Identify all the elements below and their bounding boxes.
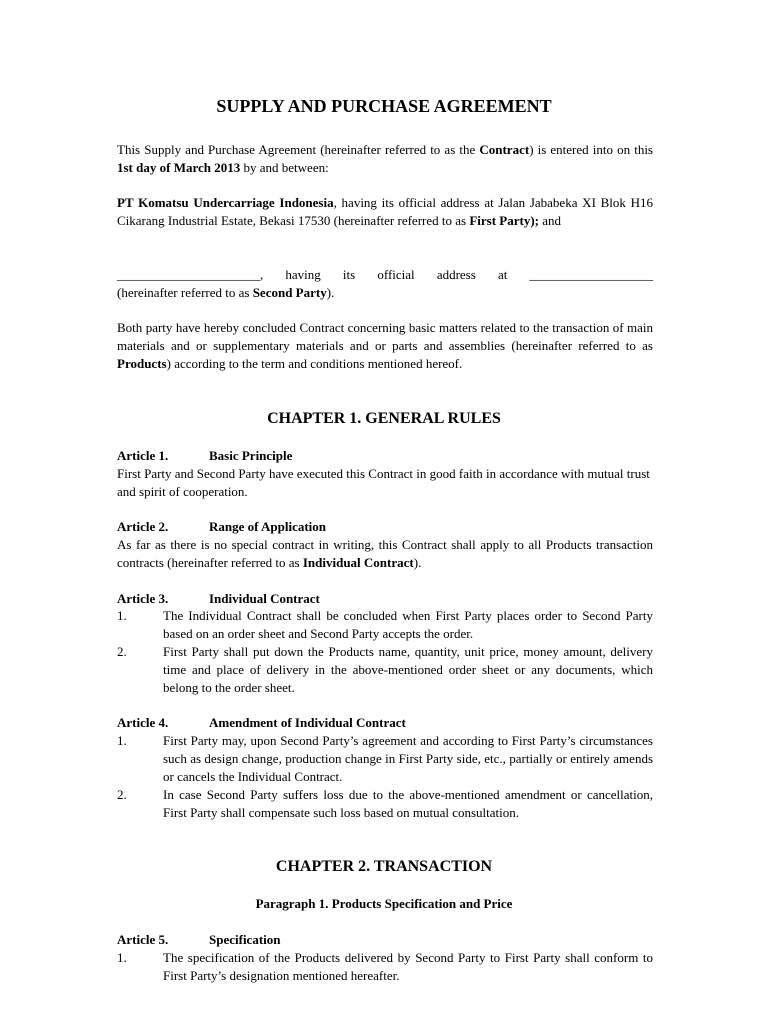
list-item: 2. In case Second Party suffers loss due to the above-mentioned amendment or cancellation, First Party shall compensate such loss based on mutual consultation. [117, 787, 653, 820]
document-title: SUPPLY AND PURCHASE AGREEMENT [216, 96, 552, 116]
article-number: Article 3. [117, 591, 169, 606]
list-item: 1. First Party may, upon Second Party’s agreement and according to First Party’s circumstances such as design change, production change in First Party side, etc., partially or entirely amends or cancels the Individual Contract. [117, 733, 653, 784]
article-number: Article 4. [117, 715, 169, 730]
list-item: 1. The specification of the Products delivered by Second Party to First Party shall conform to First Party’s designation mentioned hereafter. [117, 950, 653, 983]
intro-paragraph: This Supply and Purchase Agreement (hereinafter referred to as the Contract) is entered into on this 1st day of March 2013 by and between: [117, 142, 653, 175]
chapter-1-heading: CHAPTER 1. GENERAL RULES [267, 410, 501, 427]
article-1-text: First Party and Second Party have executed this Contract in good faith in accordance with mutual trust and spirit of cooperation. [117, 466, 650, 499]
article-title: Range of Application [209, 519, 327, 534]
article-5-heading [117, 931, 653, 949]
article-title: Basic Principle [209, 448, 293, 463]
both-party-paragraph: Both party have hereby concluded Contract concerning basic matters related to the transaction of main materials and or supplementary materials and or parts and assemblies (hereinafter referred to as Products) according to the term and conditions mentioned hereof. [117, 320, 653, 371]
article-number: Article 5. [117, 932, 169, 947]
paragraph-1-heading: Paragraph 1. Products Specification and Price [255, 896, 513, 911]
list-item: 1. The Individual Contract shall be concluded when First Party places order to Second Party based on an order sheet and Second Party accepts the order. [117, 608, 653, 641]
article-title: Specification [209, 932, 281, 947]
article-2-text: As far as there is no special contract in writing, this Contract shall apply to all Products transaction contracts (hereinafter referred to as Individual Contract). [117, 537, 653, 570]
article-title: Individual Contract [209, 591, 320, 606]
list-item: 2. First Party shall put down the Products name, quantity, unit price, money amount, delivery time and place of delivery in the above-mentioned order sheet or any documents, which belong to the order sheet. [117, 644, 653, 695]
second-party-line-1: ______________________, having its official address at ___________________ [117, 267, 653, 282]
article-title: Amendment of Individual Contract [209, 715, 406, 730]
second-party-line-2: (hereinafter referred to as Second Party). [117, 285, 335, 300]
article-number: Article 2. [117, 519, 169, 534]
second-party-paragraph [117, 266, 653, 302]
chapter-2-heading: CHAPTER 2. TRANSACTION [275, 858, 493, 875]
article-1-heading [117, 447, 653, 465]
article-number: Article 1. [117, 448, 169, 463]
article-2-heading [117, 518, 653, 536]
first-party-paragraph: PT Komatsu Undercarriage Indonesia, having its official address at Jalan Jababeka XI Blok H16 Cikarang Industrial Estate, Bekasi 17530 (hereinafter referred to as First Party); and [117, 195, 653, 228]
article-3-heading [117, 590, 653, 608]
article-4-heading [117, 714, 653, 732]
